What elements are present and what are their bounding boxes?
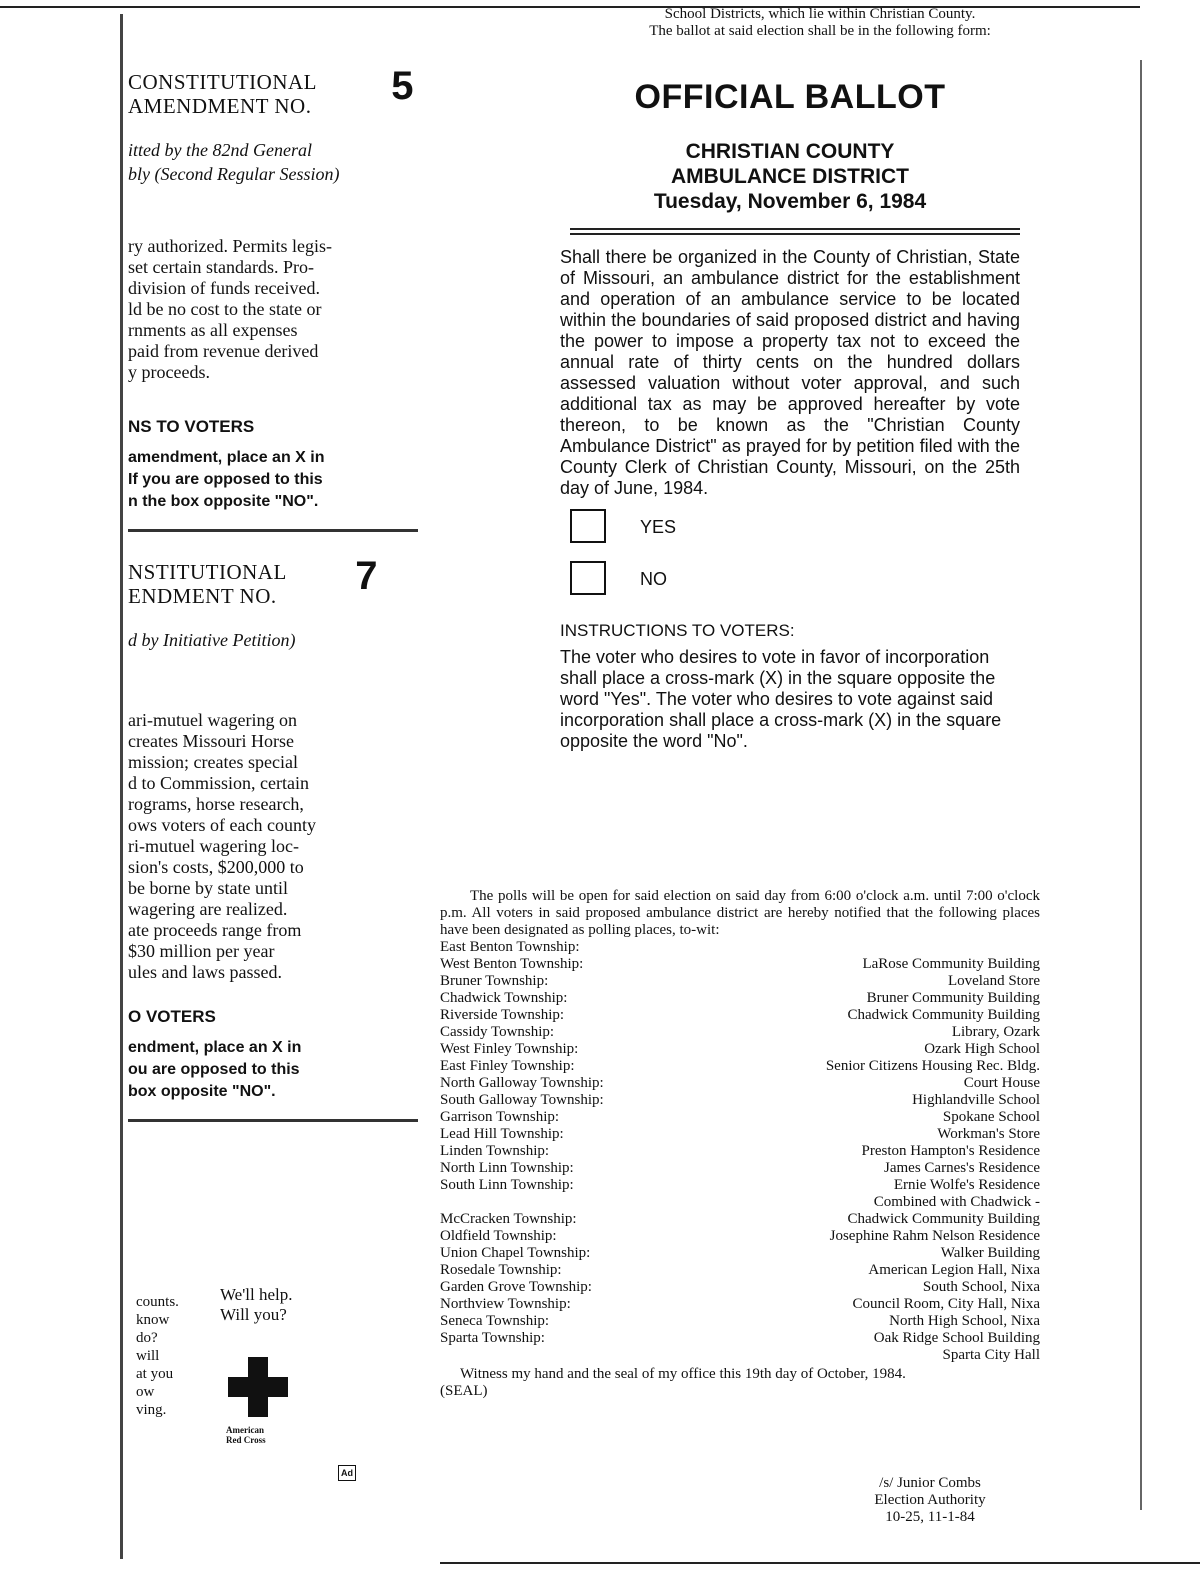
amendment-5-instructions-heading: NS TO VOTERS [128,417,255,436]
polling-place: Chadwick Community Building [847,1211,1040,1227]
polling-place: Sparta City Hall [942,1347,1040,1363]
amendment-5-instructions [128,447,418,513]
header-text [520,6,1120,40]
polling-row [440,1313,1040,1330]
township-name: Riverside Township: [440,1007,565,1023]
polling-row [440,973,1040,990]
amend5-body-line: ry authorized. Permits legis- [128,236,332,256]
polling-row [440,1007,1040,1024]
polling-row [440,990,1040,1007]
witness-statement: Witness my hand and the seal of my office this 19th day of October, 1984. [460,1366,906,1382]
amend7-body-line: d to Commission, certain [128,773,309,793]
ad-left-line: do? [136,1330,158,1346]
right-page-edge [1140,60,1142,1510]
polling-row [440,1058,1040,1075]
ballot-district: AMBULANCE DISTRICT [671,165,909,188]
ad-left-line: counts. [136,1294,179,1310]
amend7-instr-line: box opposite "NO". [128,1083,276,1100]
township-name: Seneca Township: [440,1313,550,1329]
yes-label: YES [640,517,677,537]
polling-place: Ozark High School [924,1041,1040,1057]
township-name: Sparta Township: [440,1330,545,1346]
polling-place: Preston Hampton's Residence [861,1143,1040,1159]
township-name: Oldfield Township: [440,1228,557,1244]
amend5-body-line: division of funds received. [128,278,320,298]
ballot-title: OFFICIAL BALLOT [634,78,946,116]
ad-help-line1: We'll help. [220,1285,293,1304]
polling-place: James Carnes's Residence [884,1160,1040,1176]
amend7-body-line: ari-mutuel wagering on [128,710,297,730]
choice-yes [560,509,1020,551]
polling-place: Walker Building [940,1245,1040,1261]
amendment-7-number: 7 [355,554,378,598]
polling-place: Highlandville School [912,1092,1040,1108]
amend7-body-line: ate proceeds range from [128,920,302,940]
double-rule [570,228,1020,235]
polling-place: Ernie Wolfe's Residence [893,1177,1040,1193]
polling-place: LaRose Community Building [862,956,1040,972]
polling-row [440,1075,1040,1092]
instructions-text: The voter who desires to vote in favor of incorporation shall place a cross-mark (X) in the square opposite the word "Yes". The voter who desires to vote against said incorporation shall place a cross-mark (X) in the square opposite the word "No". [560,647,1002,751]
township-name: Garrison Township: [440,1109,560,1125]
amend7-body-line: ules and laws passed. [128,962,282,982]
polling-place: Combined with Chadwick - [873,1194,1040,1210]
amend5-body-line: ld be no cost to the state or [128,299,322,319]
instructions-heading: INSTRUCTIONS TO VOTERS: [560,621,795,640]
amend5-body-line: rnments as all expenses [128,320,298,340]
township-name: South Linn Township: [440,1177,574,1193]
amend7-body-line: mission; creates special [128,752,298,772]
yes-checkbox [570,509,606,543]
polling-row [440,1126,1040,1143]
left-column [128,64,418,1122]
polling-place: Oak Ridge School Building [873,1330,1040,1346]
red-cross-icon [228,1357,288,1417]
amendment-7-body [128,710,418,983]
polling-place: Loveland Store [947,973,1040,989]
polling-row [440,1177,1040,1194]
polling-place: Library, Ozark [951,1024,1040,1040]
ad-left-line: ow [136,1384,155,1400]
polling-row [440,1041,1040,1058]
polling-place: Bruner Community Building [866,990,1040,1006]
official-ballot [560,78,1020,752]
township-name: West Finley Township: [440,1041,579,1057]
township-name: Bruner Township: [440,973,549,989]
amendment-5-line2: AMENDMENT NO. [128,94,312,118]
amend5-instr-line: If you are opposed to this [128,471,323,488]
polling-row [440,1245,1040,1262]
polling-row [440,1347,1040,1364]
amend5-instr-line: n the box opposite "NO". [128,493,319,510]
polling-place: Court House [963,1075,1040,1091]
amend7-body-line: rograms, horse research, [128,794,304,814]
amend7-body-line: ows voters of each county [128,815,316,835]
amendment-5-subtitle [128,138,418,186]
ad-tagline [220,1285,293,1325]
amendment-5-sub2: bly (Second Regular Session) [128,164,340,184]
bottom-rule [440,1562,1200,1564]
polling-row [440,1160,1040,1177]
left-page-edge [120,14,123,1559]
amend7-body-line: be borne by state until [128,878,288,898]
polling-row [440,939,1040,956]
ad-organization [226,1425,266,1445]
polling-row [440,1262,1040,1279]
ballot-question: Shall there be organized in the County of Christian, State of Missouri, an ambulance district for the establishment and operation of an ambulance service to be located within the boundaries of said proposed district and having the power to impose a property tax not to exceed the annual rate of thirty cents on the hundred dollars assessed valuation without voter approval, and such additional tax as may be approved hereafter by vote thereon, to be known as the "Christian County Ambulance District" as prayed for by petition filed with the County Clerk of Christian County, Missouri, on the 25th day of June, 1984. [560,247,1020,498]
amendment-5-body [128,236,418,383]
polls-intro: The polls will be open for said election on said day from 6:00 o'clock a.m. until 7:00 o'clock p.m. All voters in said proposed ambulance district are hereby notified that the following places have been designated as polling places, to-wit: [440,888,1040,938]
ad-left-line: ving. [136,1402,167,1418]
polling-place: American Legion Hall, Nixa [868,1262,1040,1278]
ballot-date: Tuesday, November 6, 1984 [653,190,927,213]
signature-dates: 10-25, 11-1-84 [885,1509,975,1525]
header-line-2: The ballot at said election shall be in the following form: [649,23,991,39]
polling-place: Senior Citizens Housing Rec. Bldg. [825,1058,1040,1074]
township-name: South Galloway Township: [440,1092,604,1108]
ad-left-line: at you [136,1366,174,1382]
township-name: Union Chapel Township: [440,1245,591,1261]
township-name: West Benton Township: [440,956,584,972]
amendment-7-heading [128,554,418,620]
amendment-7-line1: NSTITUTIONAL [128,560,287,584]
no-checkbox [570,561,606,595]
polling-place: North High School, Nixa [889,1313,1040,1329]
amend7-body-line: sion's costs, $200,000 to [128,857,304,877]
polling-row [440,1330,1040,1347]
amend7-body-line: wagering are realized. [128,899,288,919]
polling-row [440,1109,1040,1126]
section-divider [128,529,418,532]
amend7-instr-line: endment, place an X in [128,1039,302,1056]
polling-place: South School, Nixa [922,1279,1040,1295]
township-name: East Benton Township: [440,939,580,955]
township-name: Lead Hill Township: [440,1126,564,1142]
amend5-instr-line: amendment, place an X in [128,449,325,466]
polling-place: Council Room, City Hall, Nixa [852,1296,1040,1312]
amendment-5-sub1: itted by the 82nd General [128,140,312,160]
polling-row [440,1092,1040,1109]
amendment-5-number: 5 [391,64,414,108]
signature-name: /s/ Junior Combs [879,1475,981,1491]
header-line-1: School Districts, which lie within Christian County. [664,6,976,22]
polling-row [440,1211,1040,1228]
amend7-body-line: $30 million per year [128,941,275,961]
ad-org-line2: Red Cross [226,1435,266,1445]
section-divider [128,1119,418,1122]
no-label: NO [640,569,667,589]
ad-left-line: will [136,1348,160,1364]
amendment-5-line1: CONSTITUTIONAL [128,70,317,94]
amendment-7-instructions [128,1037,418,1103]
township-name: Linden Township: [440,1143,550,1159]
amendment-7-subtitle: d by Initiative Petition) [128,630,296,650]
amend5-body-line: paid from revenue derived [128,341,319,361]
township-name: Chadwick Township: [440,990,568,1006]
choice-no [560,561,1020,603]
polling-place: Spokane School [942,1109,1040,1125]
amendment-5-heading [128,64,418,130]
ad-left-line: know [136,1312,170,1328]
amendment-7-instructions-heading: O VOTERS [128,1007,216,1026]
amend7-body-line: creates Missouri Horse [128,731,294,751]
amend5-body-line: y proceeds. [128,362,210,382]
amendment-7-line2: ENDMENT NO. [128,584,277,608]
polling-row [440,1296,1040,1313]
polling-place: Josephine Rahm Nelson Residence [829,1228,1040,1244]
signature-title: Election Authority [874,1492,986,1508]
township-name: Northview Township: [440,1296,571,1312]
polling-places [440,888,1040,1400]
ad-left-text [136,1293,179,1419]
polling-row [440,1143,1040,1160]
ballot-county: CHRISTIAN COUNTY [685,140,895,163]
township-name: Cassidy Township: [440,1024,555,1040]
polling-list [440,939,1040,1364]
township-name: North Linn Township: [440,1160,574,1176]
polling-row [440,1228,1040,1245]
seal-label: (SEAL) [440,1383,488,1399]
signature-block [850,1475,1010,1526]
township-name: East Finley Township: [440,1058,575,1074]
polling-row [440,1024,1040,1041]
amend7-body-line: ri-mutuel wagering loc- [128,836,299,856]
red-cross-ad [128,1265,368,1485]
ballot-subtitle [560,139,1020,214]
ad-org-line1: American [226,1425,264,1435]
ad-council-logo: Ad [338,1465,356,1481]
amend7-instr-line: ou are opposed to this [128,1061,300,1078]
township-name: McCracken Township: [440,1211,577,1227]
polling-row [440,1279,1040,1296]
polling-place: Workman's Store [937,1126,1040,1142]
polling-place: Chadwick Community Building [847,1007,1040,1023]
polling-row [440,956,1040,973]
amend5-body-line: set certain standards. Pro- [128,257,314,277]
township-name: Garden Grove Township: [440,1279,592,1295]
township-name: Rosedale Township: [440,1262,562,1278]
polling-row [440,1194,1040,1211]
township-name: North Galloway Township: [440,1075,604,1091]
ad-help-line2: Will you? [220,1305,287,1324]
